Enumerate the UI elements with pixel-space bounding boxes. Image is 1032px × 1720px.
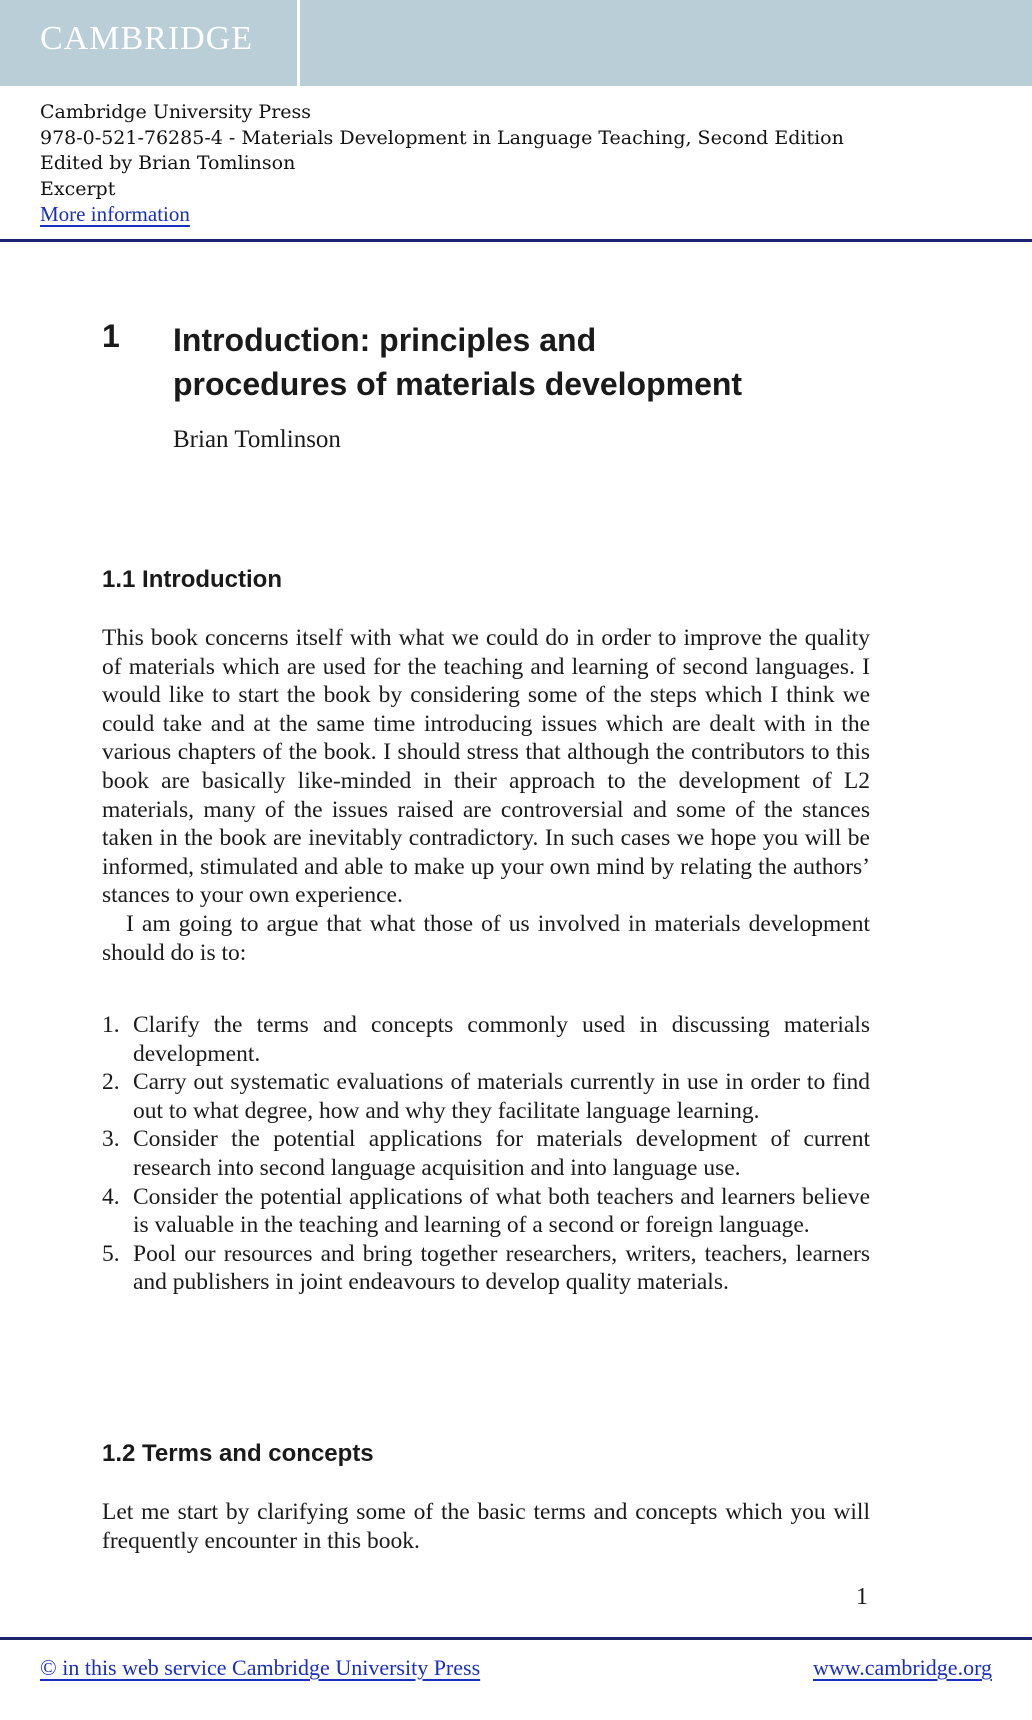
- section-heading-introduction: 1.1 Introduction: [102, 566, 282, 593]
- terms-text: [102, 1498, 870, 1555]
- list-item-number: 5.: [102, 1240, 120, 1267]
- list-item-text: Carry out systematic evaluations of materials currently in use in order to find out to what degree, how and why they facilitate language learning.: [133, 1069, 870, 1124]
- list-item-number: 3.: [102, 1126, 120, 1153]
- chapter-author: Brian Tomlinson: [173, 426, 341, 453]
- list-item-text: Consider the potential applications of what both teachers and learners believe is valuable in the teaching and learning of a second or foreign language.: [133, 1183, 870, 1239]
- list-item: [102, 1068, 870, 1125]
- banner-divider: [297, 0, 300, 86]
- excerpt-line: Excerpt: [40, 177, 116, 200]
- list-item-number: 1.: [102, 1012, 120, 1038]
- chapter-title-line-2: procedures of materials development: [173, 366, 743, 402]
- header-banner: [0, 0, 1032, 86]
- chapter-title-line-1: Introduction: principles and: [173, 322, 597, 358]
- publisher-line: Cambridge University Press: [40, 101, 312, 123]
- paragraph: I am going to argue that what those of us involved in materials development should do is to:: [102, 910, 870, 966]
- list-item-number: 4.: [102, 1183, 120, 1210]
- website-link[interactable]: www.cambridge.org: [812, 1655, 992, 1680]
- footer-rule: [0, 1637, 1032, 1640]
- section-heading-terms: 1.2 Terms and concepts: [102, 1440, 374, 1467]
- list-item: [102, 1125, 870, 1182]
- list-item: [102, 1011, 870, 1068]
- chapter-title: [173, 318, 933, 406]
- isbn-title-line: 978-0-521-76285-4 - Materials Development in Language Teaching, Second Edition: [40, 126, 844, 149]
- editor-line: Edited by Brian Tomlinson: [40, 152, 296, 174]
- copyright-link[interactable]: © in this web service Cambridge University Press: [40, 1655, 481, 1680]
- footer-website: [813, 1655, 992, 1681]
- more-information-link[interactable]: More information: [40, 202, 190, 226]
- steps-list: [102, 1011, 870, 1297]
- paragraph: This book concerns itself with what we could do in order to improve the quality of materials which are used for the teaching and learning of second languages. I would like to start the book by considering some of the steps which I think we could take and at the same time introducing issues which are dealt with in the various chapters of the book. I should stress that although the contributors to this book are basically like-minded in their approach to the development of L2 materials, many of the issues raised are controversial and some of the stances taken in the book are inevitably contradictory. In such cases we hope you will be informed, stimulated and able to make up your own mind by relating the authors’ stances to your own experience.: [102, 625, 870, 909]
- chapter-number: 1: [102, 318, 120, 354]
- list-item-text: Pool our resources and bring together researchers, writers, teachers, learners and publishers in joint endeavours to develop quality materials.: [133, 1240, 870, 1296]
- cambridge-logo: CAMBRIDGE: [40, 20, 254, 57]
- list-item-text: Clarify the terms and concepts commonly used in discussing materials development.: [133, 1012, 870, 1067]
- list-item: [102, 1240, 870, 1297]
- header-rule: [0, 239, 1032, 242]
- page-number: 1: [856, 1584, 868, 1610]
- introduction-text: [102, 624, 870, 967]
- list-item: [102, 1183, 870, 1240]
- footer-copyright: [40, 1655, 480, 1681]
- book-metadata: [40, 100, 844, 229]
- paragraph: Let me start by clarifying some of the basic terms and concepts which you will frequently encounter in this book.: [102, 1499, 870, 1554]
- list-item-number: 2.: [102, 1069, 120, 1096]
- list-item-text: Consider the potential applications for materials development of current research into second language acquisition and into language use.: [133, 1126, 870, 1181]
